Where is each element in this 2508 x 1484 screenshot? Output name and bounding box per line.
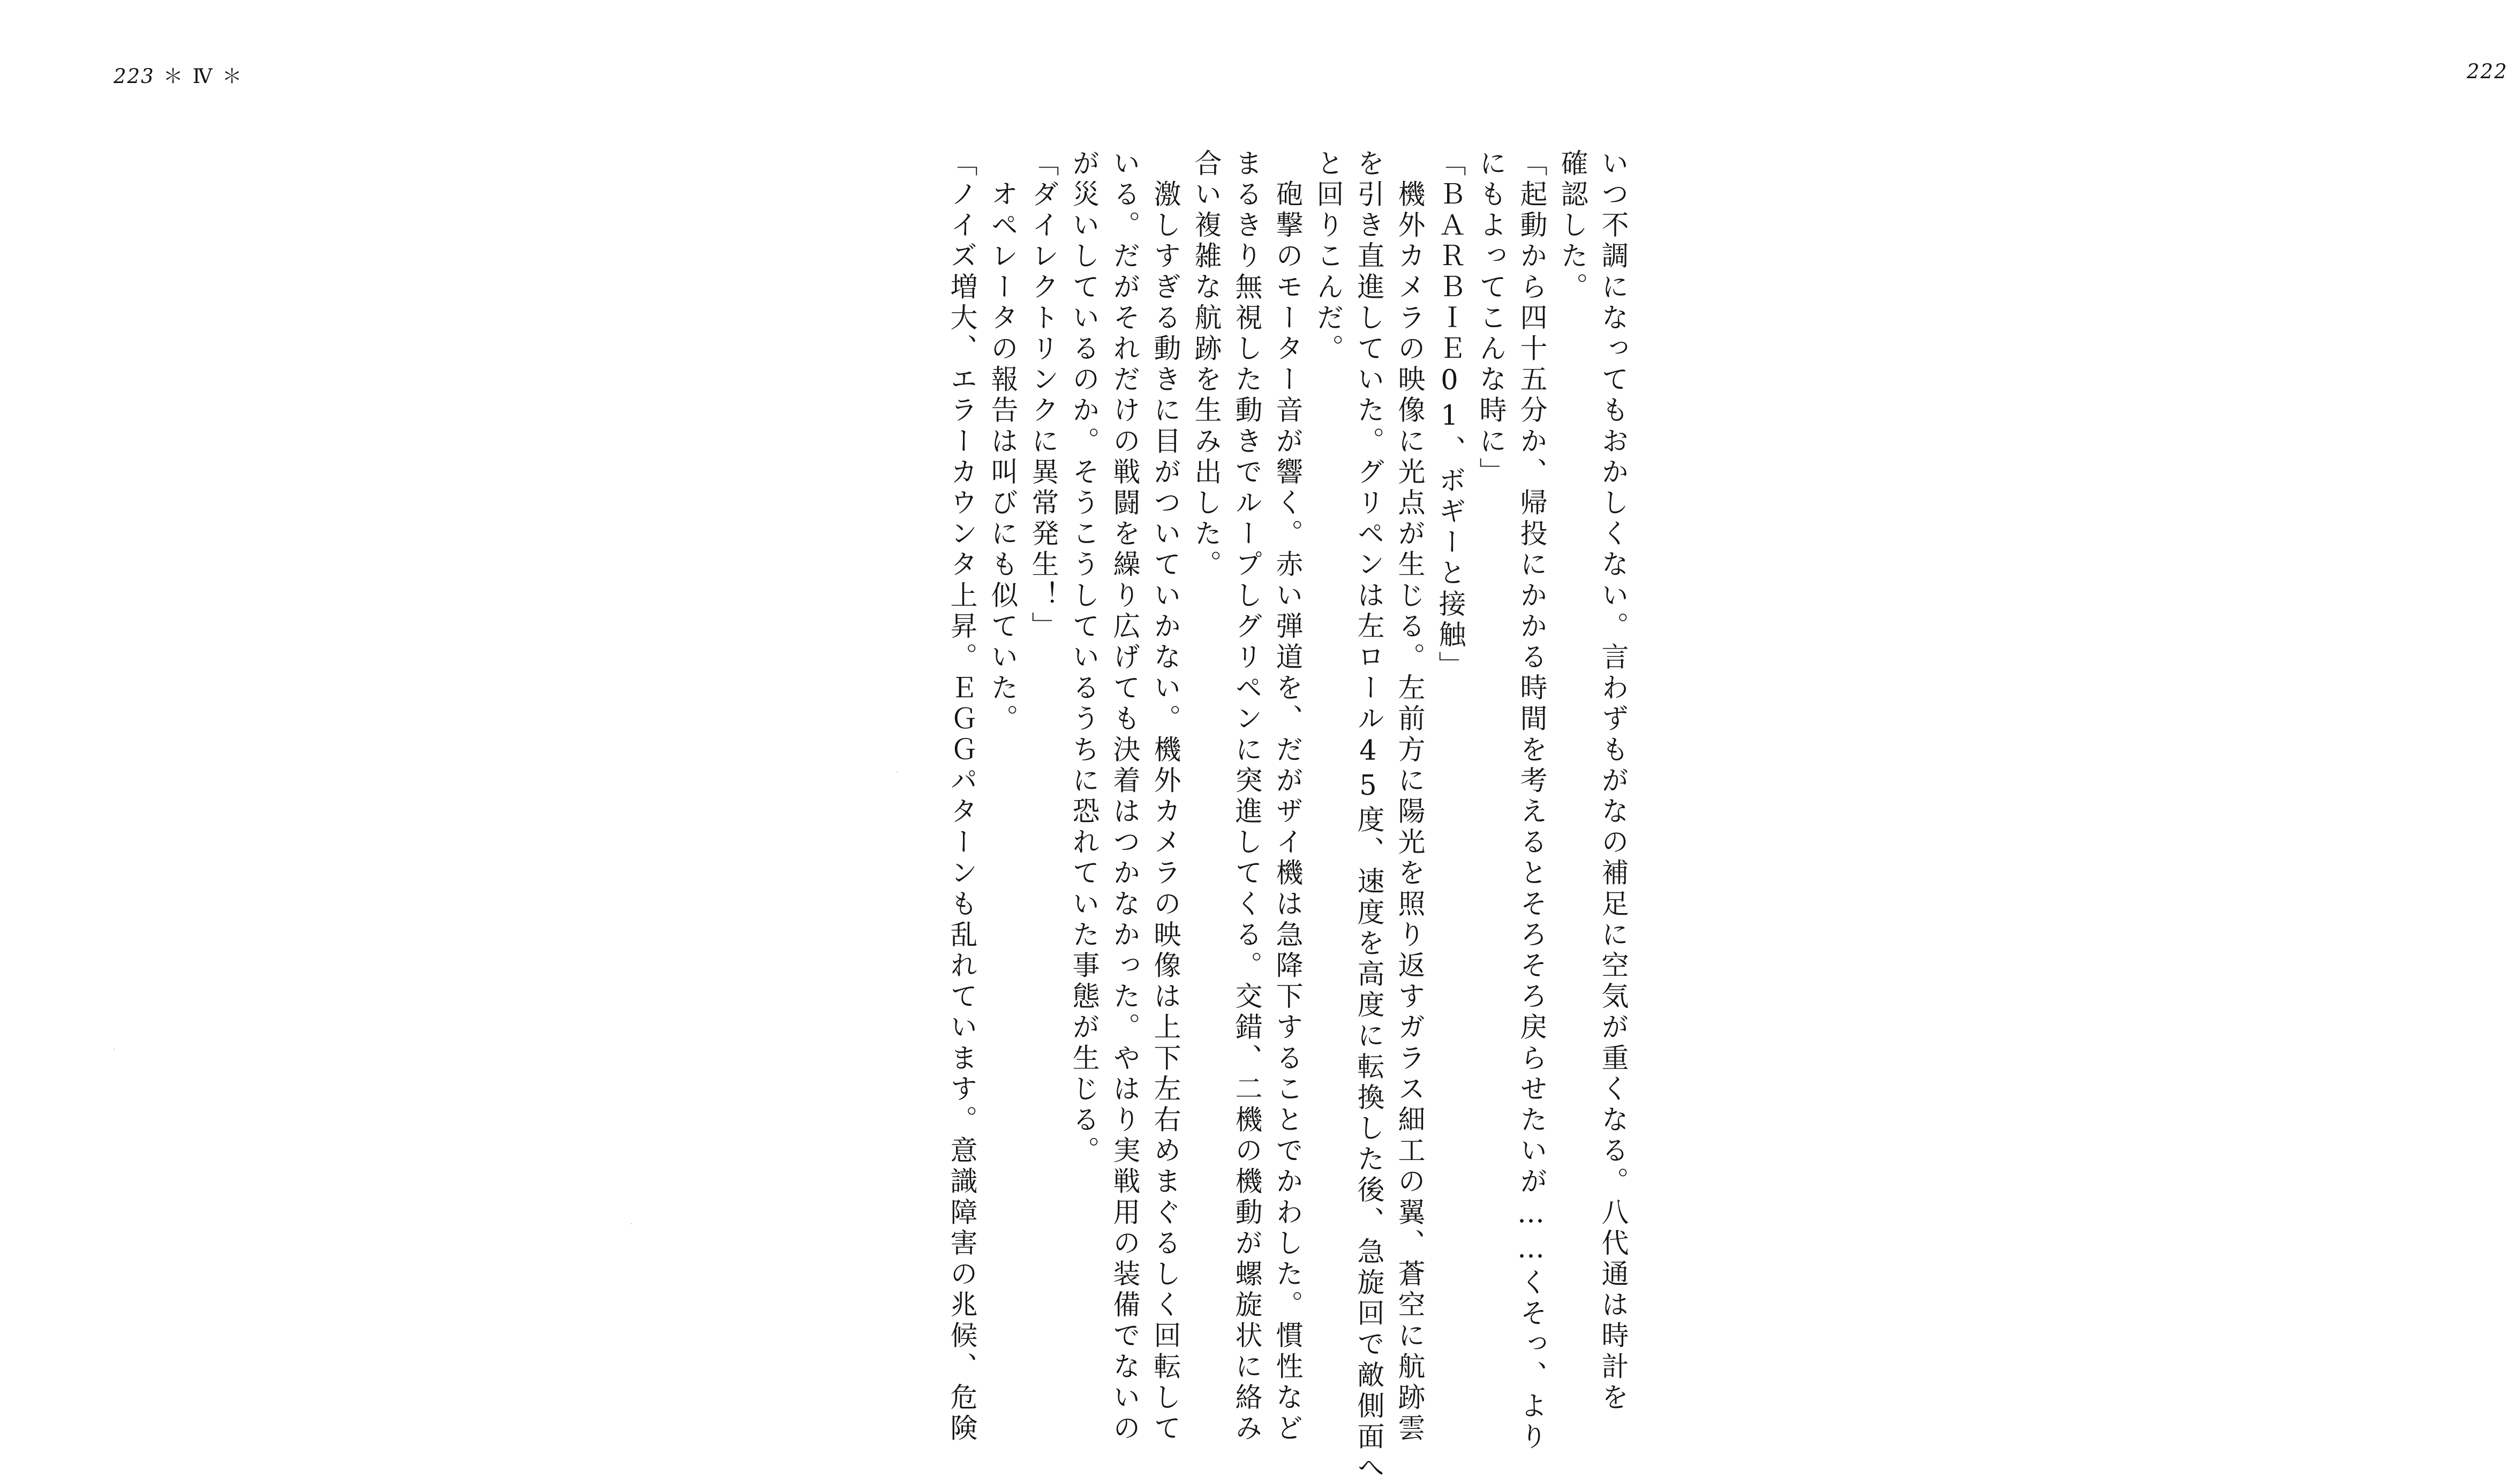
scan-speck bbox=[631, 1223, 632, 1224]
scan-speck bbox=[897, 771, 898, 772]
page-number-left: 223 bbox=[114, 65, 155, 88]
right-page bbox=[865, 0, 2508, 1484]
header-star: ＊ bbox=[163, 65, 184, 88]
header-star: ＊ bbox=[222, 65, 243, 88]
left-page bbox=[0, 0, 865, 1252]
page-number-right: 222 bbox=[2467, 60, 2508, 83]
right-page-body-text: いつ不調になってもおかしくない。言わずもがなの補足に空気が重くなる。八代通は時計を 確認した。 「起動から四十五分か、帰投にかかる時間を考えるとそろそろ戻らせたいが……くそっ、より にもよってこんな時に」 「ＢＡＲＢＩＥ01、ボギーと接触」 機外カメラの映像に光点が生じる。左前方に陽光を照り返すガラス細工の翼、蒼空に航跡雲 を引き直進していた。グリペンは左ロール45度、速度を高度に転換した後、急旋回で敵側面へ と回りこんだ。 砲撃のモーター音が響く。赤い弾道を、だがザイ機は急降下することでかわした。慣性など まるきり無視した動きでループしグリペンに突進してくる。交錯、二機の機動が螺旋状に絡み 合い複雑な航跡を生み出した。 激しすぎる動きに目がついていかない。機外カメラの映像は上下左右めまぐるしく回転して いる。だがそれだけの戦闘を繰り広げても決着はつかなかった。やはり実戦用の装備でないの が災いしているのか。そうこうしているうちに恐れていた事態が生じる。 「ダイレクトリンクに異常発生！」 オペレータの報告は叫びにも似ていた。 「ノイズ増大、エラーカウンタ上昇。ＥＧＧパターンも乱れています。意識障害の兆候、危険 bbox=[945, 149, 1628, 1484]
chapter-number: Ⅳ bbox=[192, 65, 214, 88]
scan-speck bbox=[114, 1049, 115, 1050]
running-header bbox=[114, 60, 252, 89]
